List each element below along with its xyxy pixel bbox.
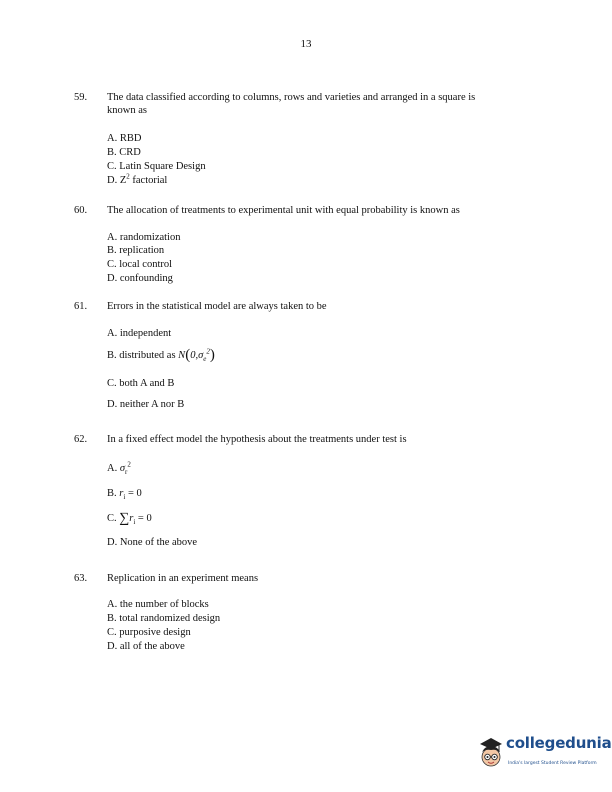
option-b-prefix: B. distributed as <box>107 350 176 361</box>
option-label: B. <box>107 488 117 499</box>
option-b: B. replication <box>107 245 165 256</box>
question-number: 60. <box>74 205 88 216</box>
collegedunia-logo <box>476 734 612 775</box>
option-d: D. confounding <box>107 273 173 284</box>
logo-name: collegedunia <box>506 734 612 752</box>
option-d-suffix: factorial <box>132 175 168 186</box>
question-text: The allocation of treatments to experimental unit with equal probability is known as <box>107 205 460 216</box>
option-label: C. <box>107 513 117 524</box>
option-c: C. local control <box>107 259 173 270</box>
question-61 <box>74 300 554 415</box>
r-sub: i <box>133 518 136 527</box>
option-d: D. None of the above <box>107 537 198 548</box>
formula-n: N <box>178 350 186 361</box>
mascot-icon <box>476 735 506 773</box>
normal-distribution-formula <box>178 347 215 364</box>
sigma-sub: r <box>125 468 128 477</box>
close-paren: ) <box>209 347 215 363</box>
equals-zero: = 0 <box>127 488 142 499</box>
option-b: B. total randomized design <box>107 613 221 624</box>
sigma-symbol: σ <box>119 463 126 474</box>
question-62 <box>74 433 554 553</box>
question-number: 62. <box>74 434 88 445</box>
question-text-line: The data classified according to columns, rows and varieties and arranged in a square is <box>107 92 476 103</box>
summation-symbol: ∑ <box>119 511 130 526</box>
page-number: 13 <box>300 38 312 50</box>
option-b: B. CRD <box>107 147 141 158</box>
question-number: 63. <box>74 573 88 584</box>
option-d-sup: 2 <box>126 172 130 181</box>
option-b <box>107 349 215 362</box>
equals-zero: = 0 <box>137 513 152 524</box>
logo-tagline: India's largest Student Review Platform <box>508 761 597 766</box>
option-d <box>107 174 167 187</box>
option-d-prefix: D. Z <box>107 175 127 186</box>
option-d: D. neither A nor B <box>107 399 185 410</box>
question-text: Replication in an experiment means <box>107 573 259 584</box>
option-label: A. <box>107 463 118 474</box>
question-number: 61. <box>74 301 88 312</box>
sigma-sup: 2 <box>127 460 131 469</box>
question-60 <box>74 204 554 284</box>
question-text-line: known as <box>107 105 147 116</box>
option-a: A. independent <box>107 328 172 339</box>
option-c <box>107 512 152 525</box>
option-b <box>107 487 142 500</box>
option-d: D. all of the above <box>107 641 185 652</box>
r-symbol: r <box>119 488 124 499</box>
question-text <box>107 91 552 117</box>
option-a: A. RBD <box>107 133 142 144</box>
open-paren: ( <box>185 347 191 363</box>
formula-inner: 0,σ <box>190 350 204 361</box>
option-a: A. randomization <box>107 232 181 243</box>
formula-sub: e <box>203 355 207 364</box>
question-59 <box>74 91 554 191</box>
option-c: C. purposive design <box>107 627 191 638</box>
question-63 <box>74 572 554 657</box>
question-number: 59. <box>74 92 88 103</box>
r-symbol: r <box>129 513 134 524</box>
r-sub: i <box>123 493 126 502</box>
question-text: Errors in the statistical model are always taken to be <box>107 301 327 312</box>
question-text: In a fixed effect model the hypothesis about the treatments under test is <box>107 434 407 445</box>
option-c: C. Latin Square Design <box>107 161 206 172</box>
option-a: A. the number of blocks <box>107 599 209 610</box>
option-c: C. both A and B <box>107 378 175 389</box>
formula-sup: 2 <box>206 347 210 356</box>
option-a <box>107 462 131 475</box>
